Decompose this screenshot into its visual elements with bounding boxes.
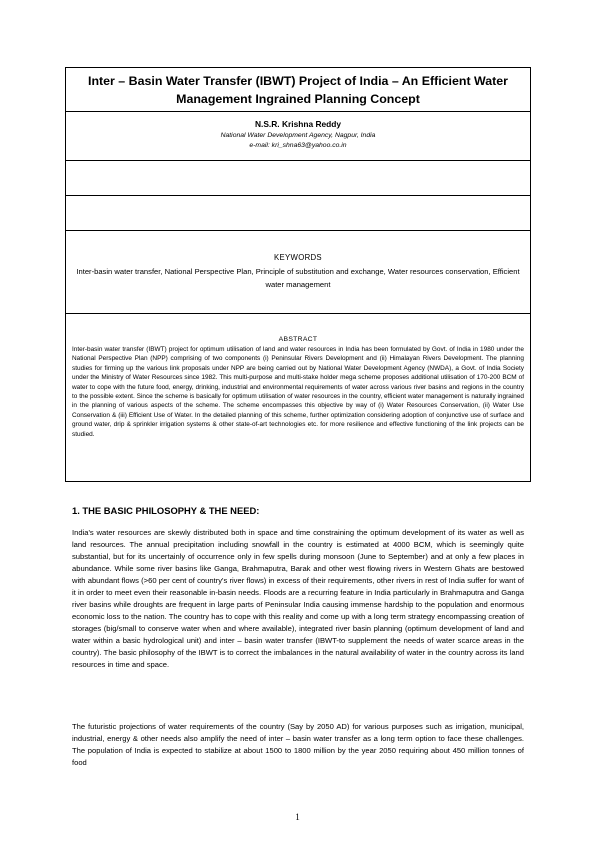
keywords-heading: KEYWORDS (274, 253, 322, 262)
blank-cell-2 (65, 195, 531, 231)
body-paragraph: The futuristic projections of water requirements of the country (Say by 2050 AD) for various purposes such as irrigation, municipal, industrial, energy & other needs also amplify the need of inter – basin water transfer as a long term option to face these challenges. The population of India is expected to stabilize at about 1500 to 1800 million by the year 2050 requiring about 450 million tonnes of food (72, 722, 524, 767)
abstract-text: Inter-basin water transfer (IBWT) project for optimum utilisation of land and water resources in India has been formulated by Govt. of India in 1980 under the National Perspective Plan (NPP) comprising of two components (i) Peninsular Rivers Development and (ii) Himalayan Rivers Development. The planning studies for firming up the various link proposals under NPP are being carried out by National Water Development Agency (NWDA), a Govt. of India Society under the Ministry of Water Resources since 1982. This multi-purpose and multi-stake holder mega scheme proposes additional utilisation of 170-200 BCM of water to cope with the future food, energy, drinking, industrial and environmental requirements of water across various river basins and regions in the country to the possible extent. Since the scheme is basically for optimum utilisation of water resources in the country, efficient water management is naturally ingrained in the planning of various aspects of the scheme. The scheme encompasses this objective by way of (i) Water Resources Conservation, (ii) Water Use Conservation & (iii) Efficient Use of Water. In the detailed planning of this scheme, further optimization considering adoption of conjunctive use of surface and ground water, drip & sprinkler irrigation systems & other state-of-art technologies etc. for more resilience and effective functioning of the link projects can be studied. (72, 346, 524, 438)
section-heading: 1. THE BASIC PHILOSOPHY & THE NEED: (72, 505, 260, 516)
abstract-heading: ABSTRACT (278, 336, 318, 343)
author-email: e-mail: kri_shna63@yahoo.co.in (249, 142, 347, 149)
blank-cell-1 (65, 160, 531, 196)
paper-title: Inter – Basin Water Transfer (IBWT) Project of India – An Efficient Water Management Ingrained Planning Concept (88, 74, 508, 106)
affiliation: National Water Development Agency, Nagpur, India (220, 132, 376, 139)
author-name: N.S.R. Krishna Reddy (254, 119, 342, 129)
page-number: 1 (295, 812, 300, 822)
keywords-text: Inter-basin water transfer, National Perspective Plan, Principle of substitution and exchange, Water resources conservation, Efficient water management (76, 267, 520, 289)
body-paragraph: India's water resources are skewly distributed both in space and time constraining the optimum development of its water as well as land resources. The annual precipitation including snowfall in the country is estimated at 4000 BCM, which is seemingly quite substantial, but for its uncertainly of occurrence only in few spells during monsoon (June to September) and at only a few places in abundance. While some river basins like Ganga, Brahmaputra, Barak and other west flowing rivers in Western Ghats are bestowed with abundant flows (>60 per cent of country's river flows) in excess of their requirements, other rivers in rest of India suffer for want of it in order to meet even their reasonable in-basin needs. Floods are a recurring feature in India particularly in Brahmaputra and Ganga river basins while droughts are frequent in large parts of Peninsular India causing immense hardship to the population and enormous economic loss to the nation. The country has to cope with this reality and come up with a long term strategy encompassing creation of storages (big/small to conserve water when and where available), integrated river basin planning (optimum development of land and water within a basic hydrological unit) and inter – basin water transfer (IBWT-to supplement the needs of water scarce areas in the country). The basic philosophy of the IBWT is to correct the imbalances in the natural availability of water in the country across its land resources in time and space. (72, 528, 524, 669)
affiliation-block (66, 131, 530, 151)
